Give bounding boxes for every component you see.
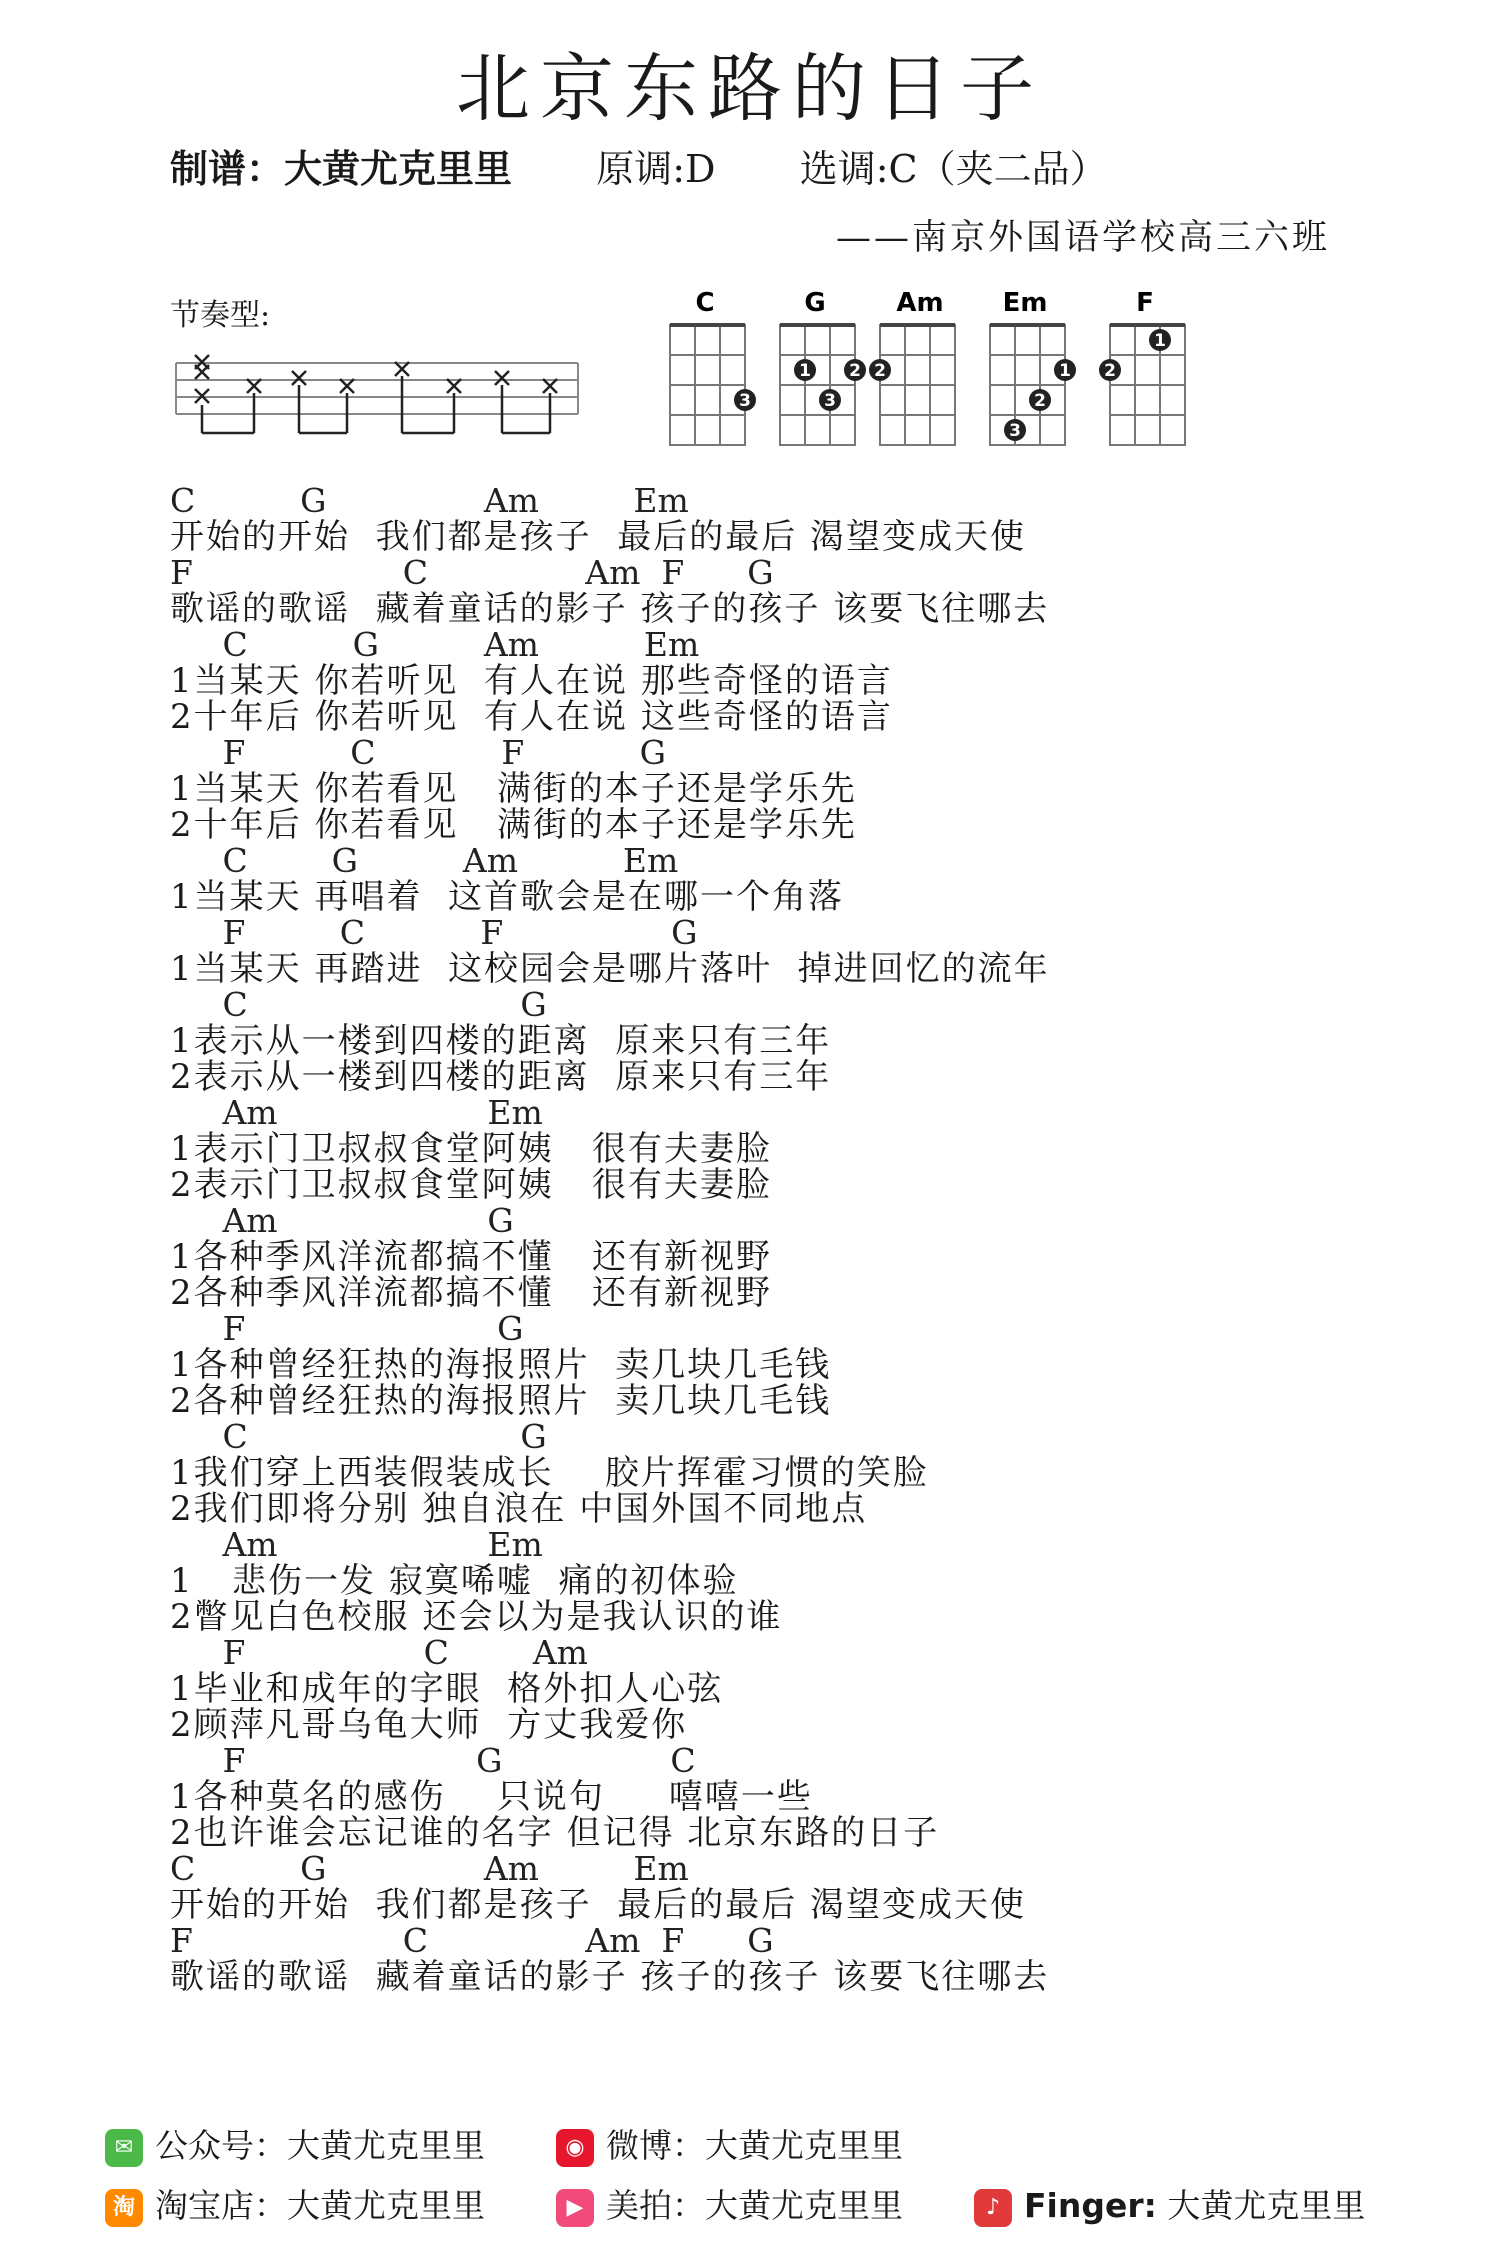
footer-row-1 <box>105 2120 903 2167</box>
chord-line: C G Am Em <box>170 625 700 664</box>
weibo-icon: ◉ <box>556 2129 594 2167</box>
svg-text:1: 1 <box>1059 361 1071 381</box>
chord-line: C G Am Em <box>170 481 689 520</box>
lyric-line: 1当某天 再踏进 这校园会是哪片落叶 掉进回忆的流年 <box>170 949 1050 989</box>
meipai-icon: ▶ <box>556 2189 594 2227</box>
chord-line: C G <box>170 1417 547 1456</box>
lyric-line: 2表示从一楼到四楼的距离 原来只有三年 <box>170 1057 832 1097</box>
chord-lyric-sheet <box>170 483 1370 1995</box>
svg-text:2: 2 <box>874 361 886 381</box>
school-credit: ——南京外国语学校高三六班 <box>835 218 1330 258</box>
chord-line: Am Em <box>170 1093 543 1132</box>
svg-text:1: 1 <box>799 361 811 381</box>
lyric-line: 2顾萍凡哥乌龟大师 方丈我爱你 <box>170 1705 688 1745</box>
lyric-line: 1各种曾经狂热的海报照片 卖几块几毛钱 <box>170 1345 832 1385</box>
svg-text:F: F <box>1136 288 1154 318</box>
chord-diagrams <box>665 285 1205 465</box>
svg-text:2: 2 <box>849 361 861 381</box>
chord-line: C G Am Em <box>170 841 679 880</box>
lyric-line: 2十年后 你若看见 满街的本子还是学乐先 <box>170 805 857 845</box>
chord-f-diagram <box>1099 288 1185 445</box>
chord-line: C G <box>170 985 547 1024</box>
chord-line: F C F G <box>170 913 698 952</box>
chord-line: Am G <box>170 1201 514 1240</box>
svg-text:Em: Em <box>1002 288 1048 318</box>
wechat-icon: ✉ <box>105 2129 143 2167</box>
lyric-line: 1当某天 再唱着 这首歌会是在哪一个角落 <box>170 877 845 917</box>
chord-line: F C Am F G <box>170 1921 774 1960</box>
lyric-line: 1当某天 你若听见 有人在说 那些奇怪的语言 <box>170 661 893 701</box>
svg-text:Am: Am <box>896 288 944 318</box>
lyric-line: 开始的开始 我们都是孩子 最后的最后 渴望变成天使 <box>170 517 1027 557</box>
chord-line: F C F G <box>170 733 667 772</box>
lyric-line: 2我们即将分别 独自浪在 中国外国不同地点 <box>170 1489 868 1529</box>
chord-em-diagram <box>990 288 1076 445</box>
rhythm-label: 节奏型: <box>170 298 271 333</box>
chord-line: F C Am F G <box>170 553 774 592</box>
svg-text:3: 3 <box>739 391 751 411</box>
chord-line: F G C <box>170 1741 696 1780</box>
original-key: 原调:D <box>596 147 716 191</box>
lyric-line: 2表示门卫叔叔食堂阿姨 很有夫妻脸 <box>170 1165 773 1205</box>
song-meta <box>170 138 1108 193</box>
chord-g-diagram <box>780 288 866 445</box>
chosen-key: 选调:C（夹二品） <box>799 147 1108 191</box>
taobao-account: 淘宝店：大黄尤克里里 <box>155 2186 485 2225</box>
svg-text:3: 3 <box>824 391 836 411</box>
svg-text:3: 3 <box>1009 421 1021 441</box>
lyric-line: 开始的开始 我们都是孩子 最后的最后 渴望变成天使 <box>170 1885 1027 1925</box>
rhythm-pattern-diagram <box>170 335 590 445</box>
finger-label: Finger: <box>1024 2186 1157 2225</box>
finger-app-icon: ♪ <box>974 2189 1012 2227</box>
svg-text:2: 2 <box>1034 391 1046 411</box>
svg-text:C: C <box>695 288 715 318</box>
meipai-account: 美拍：大黄尤克里里 <box>606 2186 903 2225</box>
chord-line: Am Em <box>170 1525 543 1564</box>
svg-text:2: 2 <box>1104 361 1116 381</box>
lyric-line: 1表示门卫叔叔食堂阿姨 很有夫妻脸 <box>170 1129 773 1169</box>
lyric-line: 1各种莫名的感伤 只说句 嘻嘻一些 <box>170 1777 813 1817</box>
arranger-label: 制谱： <box>170 146 285 191</box>
arranger-name: 大黄尤克里里 <box>284 146 513 191</box>
lyric-line: 2也许谁会忘记谁的名字 但记得 北京东路的日子 <box>170 1813 940 1853</box>
lyric-line: 1 悲伤一发 寂寞唏嘘 痛的初体验 <box>170 1561 739 1601</box>
song-title: 北京东路的日子 <box>456 46 1044 132</box>
chord-am-diagram <box>869 288 955 445</box>
lyric-line: 1表示从一楼到四楼的距离 原来只有三年 <box>170 1021 832 1061</box>
footer-row-2 <box>105 2180 1365 2227</box>
lyric-line: 2各种曾经狂热的海报照片 卖几块几毛钱 <box>170 1381 832 1421</box>
weibo-account: 微博：大黄尤克里里 <box>606 2126 903 2165</box>
chord-line: C G Am Em <box>170 1849 689 1888</box>
finger-account: 大黄尤克里里 <box>1167 2186 1366 2225</box>
lyric-line: 2各种季风洋流都搞不懂 还有新视野 <box>170 1273 773 1313</box>
chord-line: F G <box>170 1309 524 1348</box>
svg-text:1: 1 <box>1154 331 1166 351</box>
lyric-line: 2十年后 你若听见 有人在说 这些奇怪的语言 <box>170 697 893 737</box>
wechat-account: 公众号：大黄尤克里里 <box>155 2126 485 2165</box>
lyric-line: 1当某天 你若看见 满街的本子还是学乐先 <box>170 769 857 809</box>
lyric-line: 歌谣的歌谣 藏着童话的影子 孩子的孩子 该要飞往哪去 <box>170 589 1050 629</box>
lyric-line: 1各种季风洋流都搞不懂 还有新视野 <box>170 1237 773 1277</box>
lyric-line: 1毕业和成年的字眼 格外扣人心弦 <box>170 1669 724 1709</box>
lyric-line: 1我们穿上西装假装成长 胶片挥霍习惯的笑脸 <box>170 1453 929 1493</box>
chord-c-diagram <box>670 288 756 445</box>
lyric-line: 歌谣的歌谣 藏着童话的影子 孩子的孩子 该要飞往哪去 <box>170 1957 1050 1997</box>
lyric-line: 2瞥见白色校服 还会以为是我认识的谁 <box>170 1597 783 1637</box>
taobao-icon: 淘 <box>105 2189 143 2227</box>
svg-text:G: G <box>804 288 826 318</box>
chord-line: F C Am <box>170 1633 588 1672</box>
